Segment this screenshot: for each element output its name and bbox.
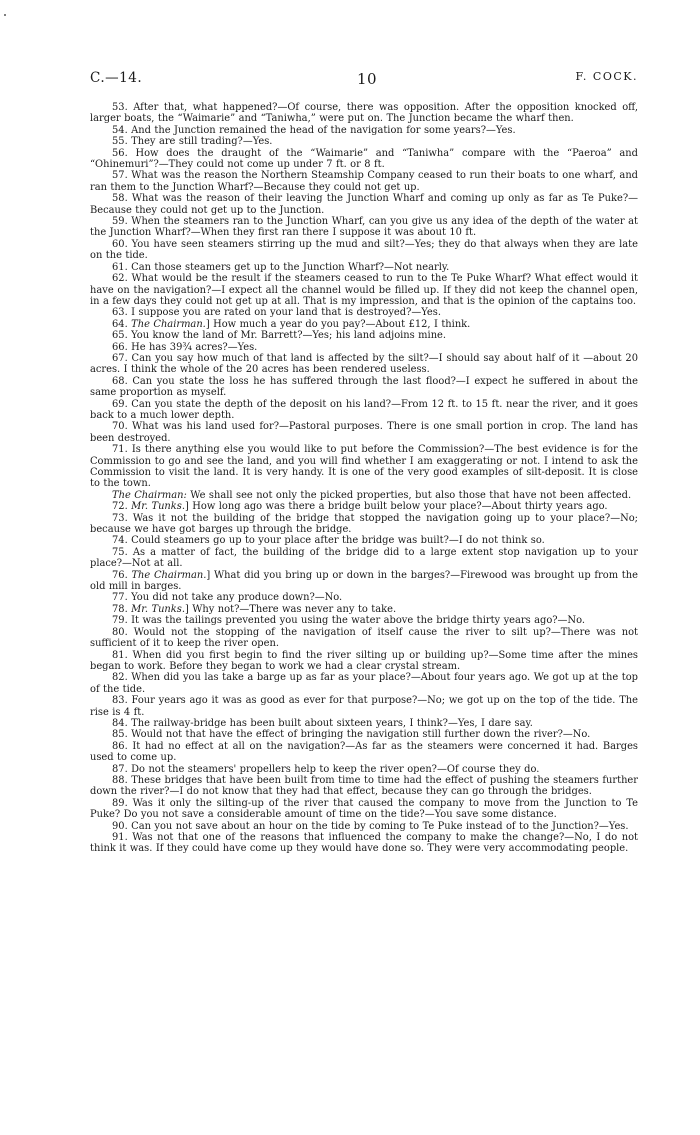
speaker-name: Mr. Tunks. bbox=[131, 501, 185, 513]
testimony-paragraph: 79. It was the tailings prevented you using the water above the bridge thirty years ago?—No. bbox=[112, 615, 585, 627]
testimony-paragraph: 64. The Chairman.] How much a year do you pay?—About £12, I think. bbox=[112, 318, 471, 330]
testimony-paragraph: 67. Can you say how much of that land is affected by the silt?—I should say about half of it —about 20 acres. I think the whole of the 20 acres has been rendered useless. bbox=[90, 352, 638, 376]
testimony-paragraph: 65. You know the land of Mr. Barrett?—Yes; his land adjoins mine. bbox=[112, 330, 447, 342]
testimony-paragraph: 78. Mr. Tunks.] Why not?—There was never any to take. bbox=[112, 603, 397, 615]
testimony-paragraph: 69. Can you state the depth of the deposit on his land?—From 12 ft. to 15 ft. near the river, and it goes back to a much lower depth. bbox=[90, 398, 638, 421]
testimony-paragraph: 57. What was the reason the Northern Steamship Company ceased to run their boats to one wharf, and ran them to the Junction Wharf?—Because they could not get up. bbox=[90, 170, 638, 193]
testimony-paragraph: 86. It had no effect at all on the navigation?—As far as the steamers were concerned it had. Barges used to come up. bbox=[90, 740, 638, 764]
testimony-paragraph: 68. Can you state the loss he has suffered through the last flood?—I expect he suffered in about the same proportion as myself. bbox=[90, 375, 638, 399]
testimony-paragraph: 76. The Chairman.] What did you bring up or down in the barges?—Firewood was brought up from the old mill in barges. bbox=[90, 569, 638, 593]
testimony-paragraph: 70. What was his land used for?—Pastoral purposes. There is one small portion in crop. The land has been destroyed. bbox=[90, 421, 638, 444]
testimony-paragraph: 60. You have seen steamers stirring up the mud and silt?—Yes; they do that always when they are late on the tide. bbox=[90, 238, 638, 262]
testimony-paragraph: 54. And the Junction remained the head of the navigation for some years?—Yes. bbox=[112, 124, 516, 136]
testimony-paragraph: 84. The railway-bridge has been built about sixteen years, I think?—Yes, I dare say. bbox=[112, 717, 533, 729]
margin-dot bbox=[4, 14, 6, 16]
testimony-paragraph: 75. As a matter of fact, the building of the bridge did to a large extent stop navigation up to your place?—Not at all. bbox=[90, 546, 638, 570]
testimony-paragraph: 63. I suppose you are rated on your land that is destroyed?—Yes. bbox=[112, 307, 441, 319]
testimony-paragraph: 61. Can those steamers get up to the Junction Wharf?—Not nearly. bbox=[112, 261, 450, 273]
testimony-paragraph: 59. When the steamers ran to the Junction Wharf, can you give us any idea of the depth of the water at the Junction Wharf?—When they first ran there I suppose it was about 10 ft. bbox=[90, 216, 638, 239]
testimony-paragraph: 74. Could steamers go up to your place after the bridge was built?—I do not think so. bbox=[112, 535, 545, 547]
witness-name: F. COCK. bbox=[575, 70, 638, 83]
testimony-paragraph: 77. You did not take any produce down?—No. bbox=[112, 592, 343, 604]
speaker-name: The Chairman: bbox=[112, 489, 187, 501]
testimony-paragraph: 83. Four years ago it was as good as ever for that purpose?—No; we got up on the top of the tide. The rise is 4 ft. bbox=[90, 695, 638, 718]
testimony-paragraph: 56. How does the draught of the “Waimarie” and “Taniwha” compare with the “Paeroa” and “Ohinemuri”?—They could not come up under 7 ft. or 8 ft. bbox=[90, 147, 638, 171]
testimony-paragraph: 81. When did you first begin to find the river silting up or building up?—Some time after the mines began to work. Before they began to work we had a clear crystal stream. bbox=[90, 649, 638, 672]
testimony-paragraph: 85. Would not that have the effect of bringing the navigation still further down the river?—No. bbox=[112, 729, 591, 741]
testimony-paragraph: 58. What was the reason of their leaving the Junction Wharf and coming up only as far as Te Puke?—Because they could not get up to the Junction. bbox=[90, 193, 638, 216]
testimony-paragraph: 80. Would not the stopping of the navigation of itself cause the river to silt up?—There was not sufficient of it to keep the river open. bbox=[90, 626, 638, 650]
testimony-paragraph: 71. Is there anything else you would like to put before the Commission?—The best evidence is for the Commission to go and see the land, and you will find whether I am exaggerating or not. I intend to ask the Commission to visit the land. It is very handy. It is one of the very good examples of silt-deposit. It is close to the town. bbox=[90, 444, 638, 490]
testimony-paragraph: 62. What would be the result if the steamers ceased to run to the Te Puke Wharf? What effect would it have on the navigation?—I expect all the channel would be filled up. If they did not keep the channel open, in a few days they could not get up at all. That is my impression, and that is the opinion of the captains too. bbox=[90, 273, 638, 307]
document-reference: C.—14. bbox=[90, 70, 143, 86]
testimony-paragraph: 66. He has 39¾ acres?—Yes. bbox=[112, 341, 258, 353]
testimony-body bbox=[90, 102, 638, 855]
testimony-paragraph: 82. When did you las take a barge up as far as your place?—About four years ago. We got up at the top of the tide. bbox=[90, 672, 638, 695]
speaker-name: Mr. Tunks. bbox=[131, 603, 185, 615]
testimony-paragraph: The Chairman: We shall see not only the picked properties, but also those that have not been affected. bbox=[112, 489, 632, 501]
testimony-paragraph: 53. After that, what happened?—Of course, there was opposition. After the opposition knocked off, larger boats, the “Waimarie” and “Taniwha,” were put on. The Junction became the wharf then. bbox=[90, 102, 638, 125]
testimony-paragraph: 91. Was not that one of the reasons that influenced the company to make the change?—No, I do not think it was. If they could have come up they would have done so. They were very accommodating people. bbox=[90, 832, 638, 855]
testimony-paragraph: 89. Was it only the silting-up of the river that caused the company to move from the Junction to Te Puke? Do you not save a considerable amount of time on the tide?—You save some distance. bbox=[90, 797, 638, 821]
page-number: 10 bbox=[357, 70, 378, 88]
testimony-paragraph: 88. These bridges that have been built from time to time had the effect of pushing the steamers further down the river?—I do not know that they had that effect, because they can go through the bridges. bbox=[90, 774, 638, 798]
speaker-name: The Chairman. bbox=[131, 318, 206, 330]
speaker-name: The Chairman. bbox=[131, 569, 207, 581]
testimony-paragraph: 90. Can you not save about an hour on the tide by coming to Te Puke instead of to the Junction?—Yes. bbox=[112, 820, 629, 832]
testimony-paragraph: 55. They are still trading?—Yes. bbox=[112, 136, 273, 148]
page-header bbox=[90, 70, 638, 100]
testimony-paragraph: 73. Was it not the building of the bridge that stopped the navigation going up to your place?—No; because we have got barges up through the bridge. bbox=[90, 512, 638, 536]
testimony-paragraph: 87. Do not the steamers' propellers help to keep the river open?—Of course they do. bbox=[112, 763, 540, 775]
testimony-paragraph: 72. Mr. Tunks.] How long ago was there a bridge built below your place?—About thirty years ago. bbox=[112, 501, 608, 513]
